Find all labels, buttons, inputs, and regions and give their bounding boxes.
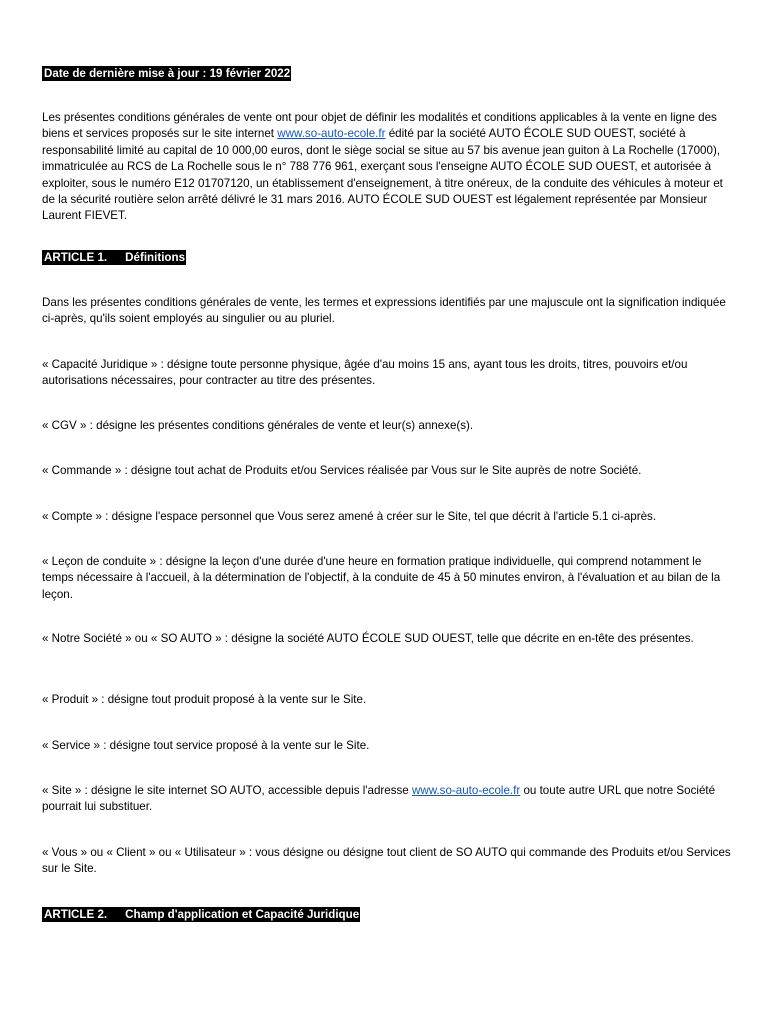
- definition-commande: « Commande » : désigne tout achat de Produits et/ou Services réalisée par Vous sur le Site auprès de notre Société.: [42, 464, 642, 477]
- last-update-heading: Date de dernière mise à jour : 19 février 2022: [44, 67, 291, 80]
- definition-vous-client: « Vous » ou « Client » ou « Utilisateur » : vous désigne ou désigne tout client de SO AUTO qui commande des Produits et/ou Services sur le Site.: [42, 846, 731, 876]
- article-1-name: Définitions: [125, 251, 186, 264]
- article-1-title: [42, 250, 186, 265]
- intro-text-start: Les présentes conditions générales de vente ont pour objet de définir les modalités et conditions applicables à la vente en ligne des biens et services proposés sur le site internet: [42, 111, 717, 141]
- site-link[interactable]: www.so-auto-ecole.fr: [277, 127, 386, 141]
- article-1-number: ARTICLE 1.: [44, 251, 108, 264]
- definition-capacite-juridique: « Capacité Juridique » : désigne toute personne physique, âgée d'au moins 15 ans, ayant tous les droits, titres, pouvoirs et/ou autorisations nécessaires, pour contracter au titre des présentes.: [42, 358, 688, 388]
- last-update-line: [42, 66, 732, 82]
- definition-lecon-de-conduite: « Leçon de conduite » : désigne la leçon d'une durée d'une heure en formation pratique individuelle, qui comprend notamment le temps nécessaire à l'accueil, à la détermination de l'objectif, à la conduite de 45 à 50 minutes environ, à l'évaluation et au bilan de la leçon.: [42, 555, 721, 601]
- intro-paragraph: [42, 110, 732, 225]
- article-2-name: Champ d'application et Capacité Juridique: [125, 908, 360, 921]
- definition-produit: « Produit » : désigne tout produit proposé à la vente sur le Site.: [42, 693, 367, 706]
- article-2-number: ARTICLE 2.: [44, 908, 108, 921]
- article-2-heading: [42, 907, 732, 923]
- definition-site: [42, 783, 732, 816]
- article-1-intro: Dans les présentes conditions générales de vente, les termes et expressions identifiés par une majuscule ont la signification indiquée ci-après, qu'ils soient employés au singulier ou au pluriel.: [42, 296, 726, 326]
- article-1-heading: [42, 250, 732, 266]
- definition-service: « Service » : désigne tout service proposé à la vente sur le Site.: [42, 739, 370, 752]
- definition-cgv: « CGV » : désigne les présentes conditions générales de vente et leur(s) annexe(s).: [42, 419, 474, 432]
- definition-site-start: « Site » : désigne le site internet SO AUTO, accessible depuis l'adresse: [42, 784, 412, 797]
- article-2-title: [42, 907, 360, 922]
- definition-notre-societe: « Notre Société » ou « SO AUTO » : désigne la société AUTO ÉCOLE SUD OUEST, telle que décrite en en-tête des présentes.: [42, 632, 694, 645]
- definition-compte: « Compte » : désigne l'espace personnel que Vous serez amené à créer sur le Site, tel que décrit à l'article 5.1 ci-après.: [42, 510, 657, 523]
- definition-site-end: ou toute autre URL que notre Société pourrait lui substituer.: [42, 784, 716, 814]
- site-link-definition[interactable]: www.so-auto-ecole.fr: [411, 784, 521, 797]
- intro-text-end: édité par la société AUTO ÉCOLE SUD OUEST, société à responsabilité limité au capital de 10 000,00 euros, dont le siège social se situe au 57 bis avenue jean guiton à La Rochelle (17000), immatriculée au RCS de La Rochelle sous le n° 788 776 961, exerçant sous l'enseigne AUTO ÉCOLE SUD OUEST, et autorisée à exploiter, sous le numéro E12 01707120, un établissement d'enseignement, à titre onéreux, de la conduite des véhicules à moteur et de la sécurité routière selon arrêté délivré le 31 mars 2016. AUTO ÉCOLE SUD OUEST est légalement représentée par Monsieur Laurent FIEVET.: [42, 127, 723, 223]
